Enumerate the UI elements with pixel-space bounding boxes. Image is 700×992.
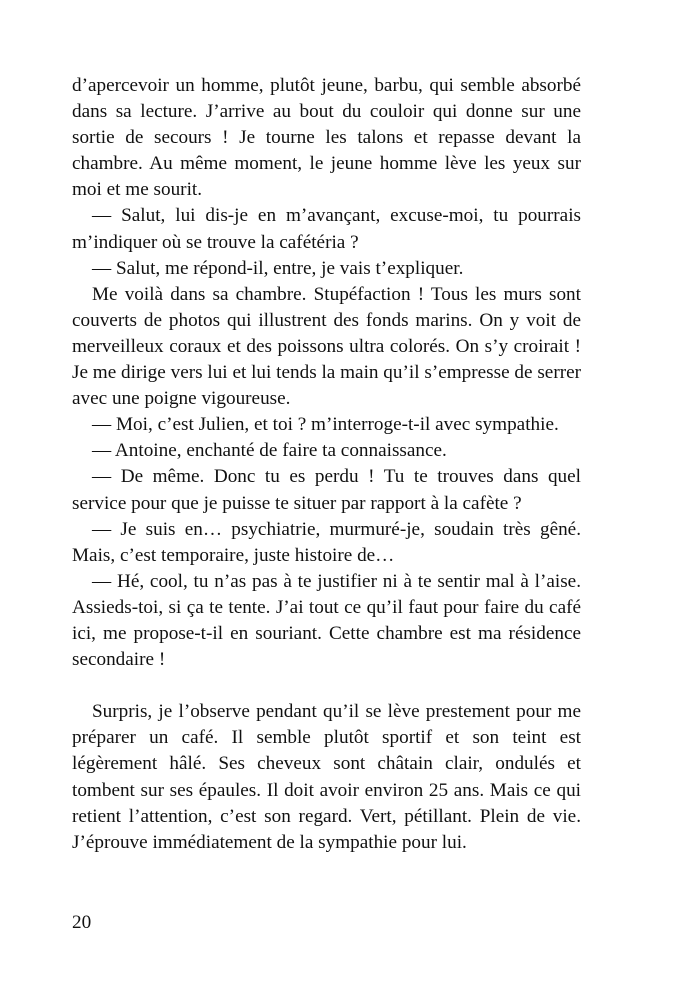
paragraph: Surpris, je l’observe pendant qu’il se lève prestement pour me préparer un café. Il semble plutôt sportif et son teint est légèrement hâlé. Ses cheveux sont châtain clair, ondulés et tombent sur ses épaules. Il doit avoir environ 25 ans. Mais ce qui retient l’attention, c’est son regard. Vert, pétillant. Plein de vie. J’éprouve immédiatement de la sympathie pour lui. (72, 701, 581, 853)
dialogue-line: — Salut, me répond-il, entre, je vais t’expliquer. (92, 257, 464, 279)
page-number: 20 (72, 912, 92, 933)
dialogue-line: — Salut, lui dis-je en m’avançant, excuse-moi, tu pourrais m’indiquer où se trouve la cafétéria ? (72, 205, 581, 253)
dialogue-line: — Moi, c’est Julien, et toi ? m’interroge-t-il avec sympathie. (92, 414, 559, 436)
page-body (72, 73, 581, 856)
dialogue-line: — Antoine, enchanté de faire ta connaissance. (92, 440, 447, 462)
paragraph: Me voilà dans sa chambre. Stupéfaction ! Tous les murs sont couverts de photos qui illustrent des fonds marins. On y voit de merveilleux coraux et des poissons ultra colorés. On s’y croirait ! Je me dirige vers lui et lui tends la main qu’il s’empresse de serrer avec une poigne vigoureuse. (72, 283, 581, 410)
dialogue-line: — Je suis en… psychiatrie, murmuré-je, soudain très gêné. Mais, c’est temporaire, juste histoire de… (72, 518, 581, 566)
dialogue-line: — Hé, cool, tu n’as pas à te justifier ni à te sentir mal à l’aise. Assieds-toi, si ça te tente. J’ai tout ce qu’il faut pour faire du café ici, me propose-t-il en souriant. Cette chambre est ma résidence secondaire ! (72, 570, 581, 671)
paragraph: d’apercevoir un homme, plutôt jeune, barbu, qui semble absorbé dans sa lecture. J’arrive au bout du couloir qui donne sur une sortie de secours ! Je tourne les talons et repasse devant la chambre. Au même moment, le jeune homme lève les yeux sur moi et me sourit. (72, 75, 581, 201)
dialogue-line: — De même. Donc tu es perdu ! Tu te trouves dans quel service pour que je puisse te situer par rapport à la cafète ? (72, 466, 581, 514)
